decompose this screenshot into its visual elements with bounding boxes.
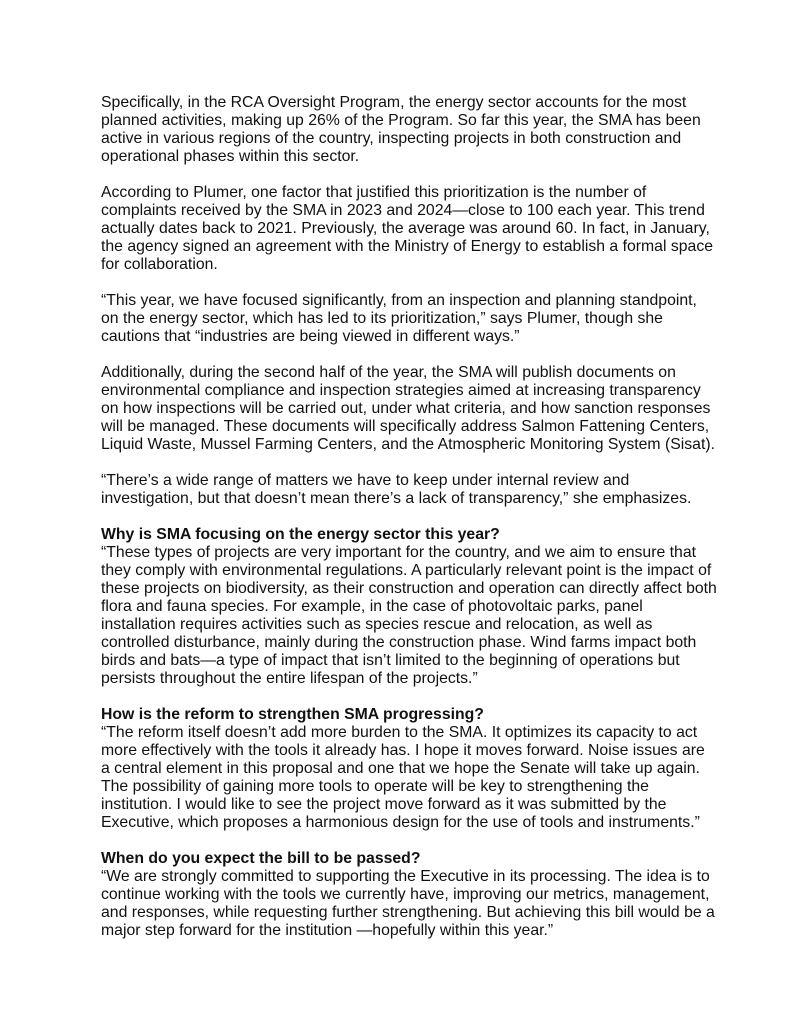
text-line: a central element in this proposal and one that we hope the Senate will take up again. xyxy=(101,760,700,777)
text-line: environmental compliance and inspection strategies aimed at increasing transparency xyxy=(101,382,701,399)
paragraph xyxy=(101,292,717,346)
question-heading: Why is SMA focusing on the energy sector this year? xyxy=(101,526,500,543)
question-heading: When do you expect the bill to be passed? xyxy=(101,850,421,867)
text-line: will be managed. These documents will specifically address Salmon Fattening Centers, xyxy=(101,418,710,435)
text-line: birds and bats—a type of impact that isn’t limited to the beginning of operations but xyxy=(101,652,680,669)
text-line: institution. I would like to see the project move forward as it was submitted by the xyxy=(101,796,667,813)
paragraph-spacer xyxy=(101,166,717,184)
text-line: investigation, but that doesn’t mean there’s a lack of transparency,” she emphasizes. xyxy=(101,490,692,507)
text-line: Specifically, in the RCA Oversight Program, the energy sector accounts for the most xyxy=(101,94,687,111)
text-line: on the energy sector, which has led to its prioritization,” says Plumer, though she xyxy=(101,310,663,327)
text-line: continue working with the tools we currently have, improving our metrics, management, xyxy=(101,886,710,903)
question-heading: How is the reform to strengthen SMA progressing? xyxy=(101,706,484,723)
paragraph-spacer xyxy=(101,454,717,472)
text-line: installation requires activities such as species rescue and relocation, as well as xyxy=(101,616,653,633)
text-line: flora and fauna species. For example, in the case of photovoltaic parks, panel xyxy=(101,598,643,615)
text-line: “There’s a wide range of matters we have to keep under internal review and xyxy=(101,472,630,489)
qa-section xyxy=(101,706,717,832)
text-line: “We are strongly committed to supporting the Executive in its processing. The idea is to xyxy=(101,868,710,885)
paragraph-spacer xyxy=(101,832,717,850)
text-line: Executive, which proposes a harmonious design for the use of tools and instruments.” xyxy=(101,814,700,831)
text-line: The possibility of gaining more tools to operate will be key to strengthening the xyxy=(101,778,649,795)
text-line: Additionally, during the second half of the year, the SMA will publish documents on xyxy=(101,364,676,381)
qa-section xyxy=(101,850,717,940)
text-line: According to Plumer, one factor that justified this prioritization is the number of xyxy=(101,184,647,201)
text-line: “The reform itself doesn’t add more burden to the SMA. It optimizes its capacity to act xyxy=(101,724,698,741)
text-line: on how inspections will be carried out, under what criteria, and how sanction responses xyxy=(101,400,711,417)
text-line: Liquid Waste, Mussel Farming Centers, and the Atmospheric Monitoring System (Sisat). xyxy=(101,436,715,453)
text-line: complaints received by the SMA in 2023 and 2024—close to 100 each year. This trend xyxy=(101,202,705,219)
text-line: these projects on biodiversity, as their construction and operation can directly affect both xyxy=(101,580,717,597)
text-line: major step forward for the institution —hopefully within this year.” xyxy=(101,922,554,939)
text-line: planned activities, making up 26% of the Program. So far this year, the SMA has been xyxy=(101,112,701,129)
text-line: “These types of projects are very important for the country, and we aim to ensure that xyxy=(101,544,697,561)
text-line: the agency signed an agreement with the Ministry of Energy to establish a formal space xyxy=(101,238,714,255)
paragraph xyxy=(101,94,717,166)
paragraph-spacer xyxy=(101,688,717,706)
paragraph xyxy=(101,472,717,508)
text-line: cautions that “industries are being viewed in different ways.” xyxy=(101,328,520,345)
paragraph-spacer xyxy=(101,346,717,364)
text-line: more effectively with the tools it already has. I hope it moves forward. Noise issues are xyxy=(101,742,705,759)
text-line: controlled disturbance, mainly during the construction phase. Wind farms impact both xyxy=(101,634,697,651)
text-line: and responses, while requesting further strengthening. But achieving this bill would be a xyxy=(101,904,715,921)
paragraph xyxy=(101,364,717,454)
document-body xyxy=(101,94,717,940)
paragraph-spacer xyxy=(101,274,717,292)
text-line: for collaboration. xyxy=(101,256,218,273)
paragraph-spacer xyxy=(101,508,717,526)
paragraph xyxy=(101,184,717,274)
text-line: active in various regions of the country, inspecting projects in both construction and xyxy=(101,130,682,147)
text-line: actually dates back to 2021. Previously, the average was around 60. In fact, in January, xyxy=(101,220,710,237)
text-line: “This year, we have focused significantly, from an inspection and planning standpoint, xyxy=(101,292,697,309)
text-line: they comply with environmental regulations. A particularly relevant point is the impact of xyxy=(101,562,712,579)
text-line: persists throughout the entire lifespan of the projects.” xyxy=(101,670,478,687)
qa-section xyxy=(101,526,717,688)
text-line: operational phases within this sector. xyxy=(101,148,360,165)
